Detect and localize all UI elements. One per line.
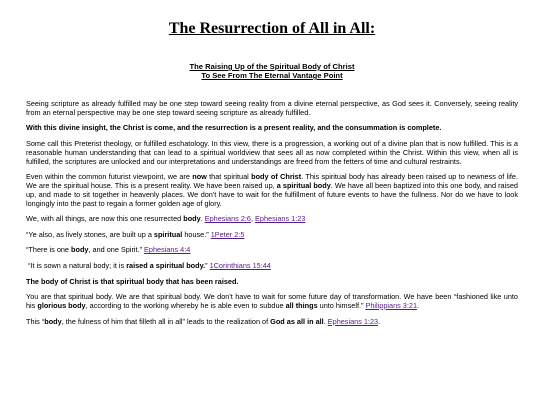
- paragraph-text: You are that spiritual body. We are that spiritual body. We don't have to wait for some future day of transformation. We have been “fashioned like unto his: [26, 292, 518, 310]
- paragraph-text: , and one Spirit.”: [88, 245, 145, 255]
- emphasis-text: body: [71, 245, 89, 255]
- paragraph: [26, 293, 518, 311]
- emphasis-text: now: [192, 172, 207, 182]
- paragraph-text: house.”: [182, 229, 211, 239]
- paragraph-text: ,: [250, 214, 256, 224]
- scripture-link[interactable]: Ephesians 4:4: [144, 245, 191, 255]
- emphasis-text: body of Christ: [251, 172, 302, 182]
- paragraph: [26, 140, 518, 166]
- paragraph-text: With this divine insight, the Christ is come, and the resurrection is a present reality, and the consummation is complete.: [26, 123, 442, 133]
- scripture-link[interactable]: Ephesians 2:6: [204, 214, 251, 224]
- emphasis-text: spiritual: [153, 229, 183, 239]
- paragraph-text: .: [417, 300, 420, 310]
- scripture-link[interactable]: Philippians 3:21: [365, 300, 418, 310]
- paragraph-text: .: [378, 316, 381, 326]
- paragraph-text: The body of Christ is that spiritual body that has been raised.: [26, 276, 239, 286]
- emphasis-text: a spiritual body: [276, 180, 331, 190]
- paragraph-text: . This spiritual body has already been raised up to newness of life. We are the spiritual house. This is a present reality. We have been raised up,: [26, 172, 518, 190]
- paragraph-text: , according to the working whereby he is able even to subdue: [85, 300, 286, 310]
- paragraph: [26, 173, 518, 208]
- paragraph: [26, 124, 518, 133]
- paragraph: [26, 246, 518, 255]
- scripture-link[interactable]: 1Peter 2:5: [210, 229, 245, 239]
- emphasis-text: glorious body: [37, 300, 86, 310]
- paragraph-text: ”: [205, 260, 210, 270]
- scripture-link[interactable]: Ephesians 1:23: [255, 214, 306, 224]
- scripture-link[interactable]: 1Corinthians 15:44: [209, 260, 271, 270]
- paragraph-text: .: [200, 214, 205, 224]
- paragraph-text: “There is one: [26, 245, 72, 255]
- page-subtitle: [26, 62, 518, 80]
- paragraph-text: “Ye also, as lively stones, are built up a: [26, 229, 154, 239]
- paragraph-text: unto himself.”: [317, 300, 366, 310]
- paragraph: [26, 100, 518, 118]
- paragraph: [26, 231, 518, 240]
- paragraph: [26, 318, 518, 327]
- emphasis-text: body: [44, 316, 62, 326]
- emphasis-text: God as all in all: [270, 316, 324, 326]
- page-title: The Resurrection of All in All:: [168, 20, 376, 37]
- paragraph: [26, 262, 518, 271]
- subtitle-line: The Raising Up of the Spiritual Body of Christ: [189, 62, 355, 71]
- paragraph-text: Even within the common futurist viewpoint, we are: [26, 172, 193, 182]
- paragraph-text: This “: [26, 316, 45, 326]
- paragraph-text: Seeing scripture as already fulfilled may be one step toward seeing reality from a divine eternal perspective, as God sees it. Conversely, seeing reality from an eternal perspective may be one step toward seeing scripture as already fulfilled.: [26, 99, 518, 117]
- emphasis-text: raised a spiritual body.: [126, 260, 206, 270]
- paragraph-text: We, with all things, are now this one resurrected: [26, 214, 184, 224]
- paragraph: [26, 215, 518, 224]
- scripture-link[interactable]: Ephesians 1:23: [327, 316, 379, 326]
- emphasis-text: body: [183, 214, 201, 224]
- paragraph-text: “It is sown a natural body; it is: [26, 260, 127, 270]
- paragraph-text: , the fulness of him that filleth all in all” leads to the realization of: [61, 316, 271, 326]
- document-body: [26, 100, 518, 326]
- paragraph-text: that spiritual: [206, 172, 252, 182]
- paragraph-text: Some call this Preterist theology, or fulfilled eschatology. In this view, there is a progression, a working out of a divine plan that is now fulfilled. This is a reasonable human understanding that can lead to a spiritual worldview that sees all as now completed within the Christ. Within this view, when all is fulfilled, the scriptures are unlocked and our interpretations and understandings are freed from the fetters of time and cultural restraints.: [26, 138, 518, 166]
- emphasis-text: all things: [285, 300, 318, 310]
- paragraph: [26, 278, 518, 287]
- paragraph-text: . We have all been baptized into this one body, and raised up, and made to sit together in heavenly places. We don't have to wait for the fulfillment of future events to have the fullness. Nor do we have to look longingly into the past to regain a former golden age of glory.: [26, 180, 518, 208]
- paragraph-text: .: [323, 316, 328, 326]
- subtitle-line: To See From The Eternal Vantage Point: [201, 71, 343, 80]
